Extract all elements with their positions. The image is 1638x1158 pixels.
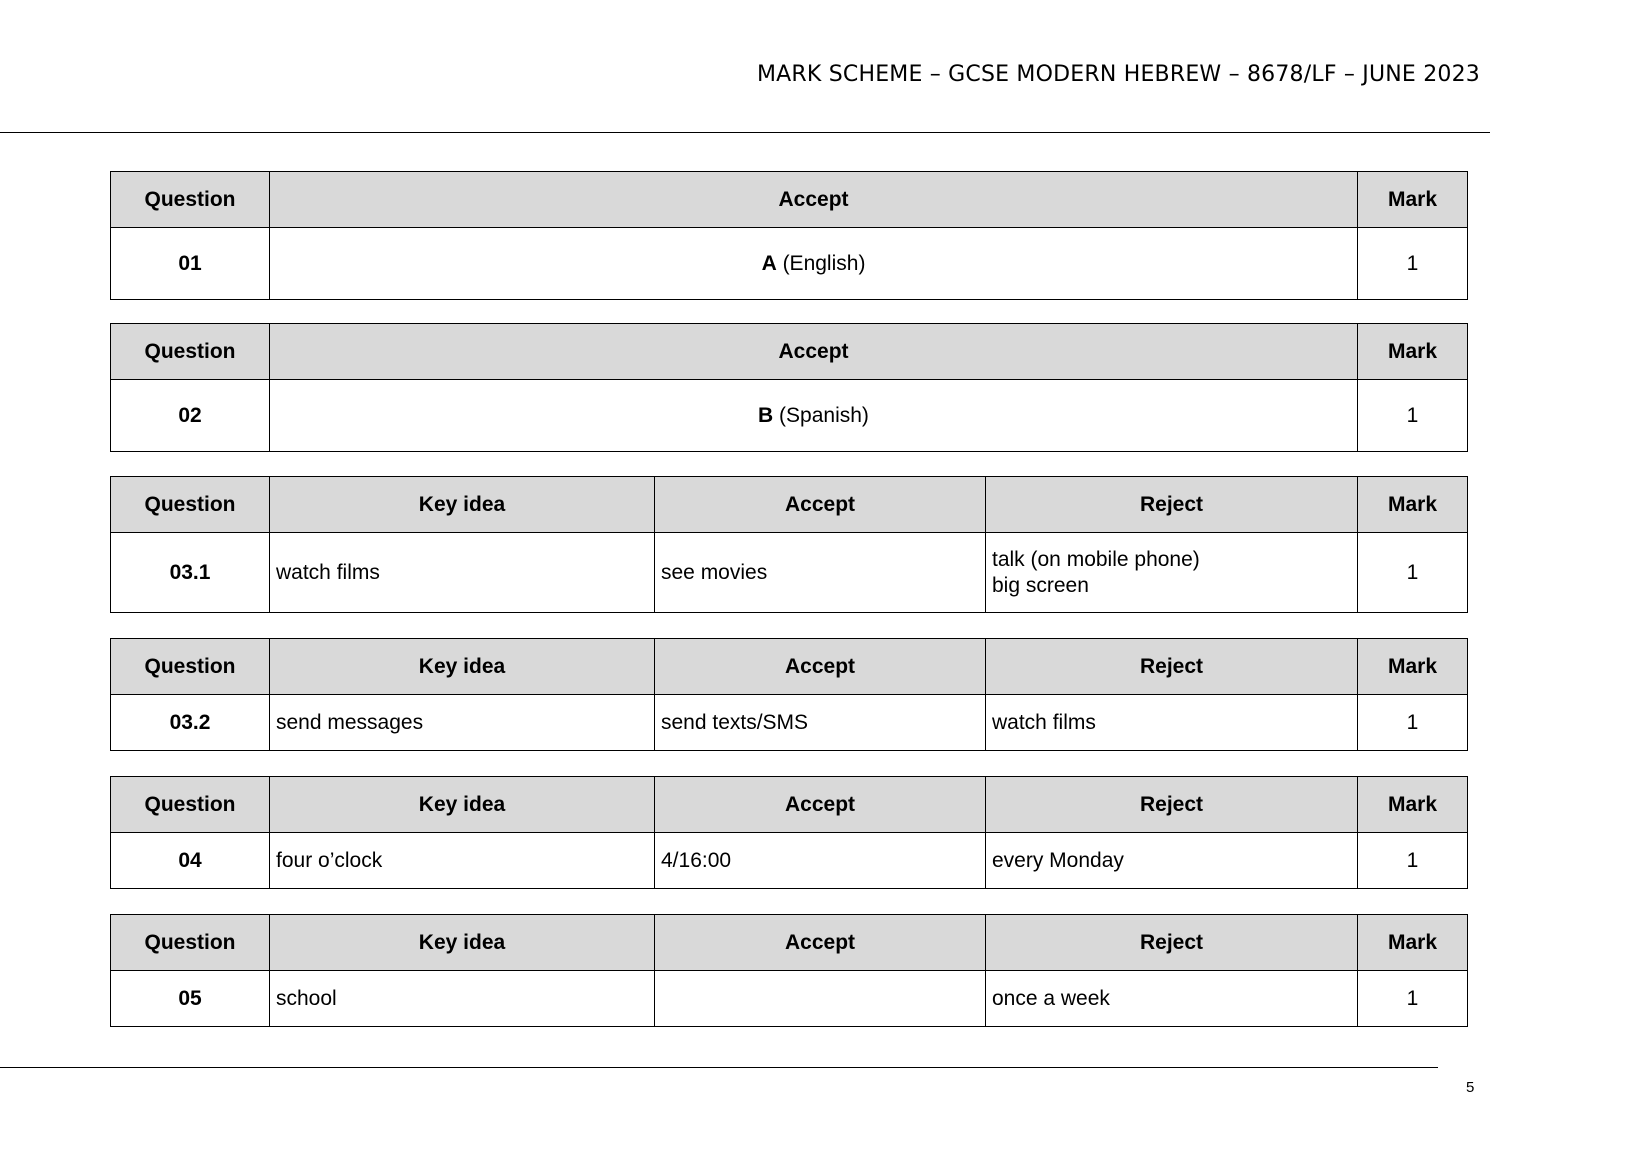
- header-accept: Accept: [655, 777, 986, 833]
- mark-value: 1: [1358, 380, 1468, 452]
- table-header-row: [111, 639, 1468, 695]
- answer-letter: A: [761, 251, 777, 275]
- mark-value: 1: [1358, 971, 1468, 1027]
- accept-cell: [270, 228, 1358, 300]
- mark-table-01: [110, 171, 1468, 300]
- header-mark: Mark: [1358, 639, 1468, 695]
- mark-value: 1: [1358, 533, 1468, 613]
- header-mark: Mark: [1358, 477, 1468, 533]
- table-row: [111, 533, 1468, 613]
- footer-rule: [0, 1067, 1438, 1068]
- header-mark: Mark: [1358, 777, 1468, 833]
- question-number: 04: [111, 833, 270, 889]
- mark-value: 1: [1358, 833, 1468, 889]
- mark-table-04: [110, 776, 1468, 889]
- answer-text: (Spanish): [773, 403, 869, 427]
- table-header-row: [111, 477, 1468, 533]
- mark-table-02: [110, 323, 1468, 452]
- key-idea-cell: send messages: [270, 695, 655, 751]
- reject-cell: [986, 533, 1358, 613]
- header-key-idea: Key idea: [270, 477, 655, 533]
- header-rule: [0, 132, 1490, 133]
- header-reject: Reject: [986, 477, 1358, 533]
- table-header-row: [111, 915, 1468, 971]
- header-question: Question: [111, 324, 270, 380]
- table-row: [111, 228, 1468, 300]
- table-header-row: [111, 777, 1468, 833]
- page-header: MARK SCHEME – GCSE MODERN HEBREW – 8678/LF – JUNE 2023: [756, 62, 1480, 87]
- table-row: [111, 833, 1468, 889]
- accept-cell: send texts/SMS: [655, 695, 986, 751]
- mark-table-03-1: [110, 476, 1468, 613]
- question-number: 03.2: [111, 695, 270, 751]
- answer-letter: B: [758, 403, 774, 427]
- table-row: [111, 971, 1468, 1027]
- question-number: 01: [111, 228, 270, 300]
- reject-line: talk (on mobile phone): [992, 547, 1200, 571]
- page-number: 5: [1466, 1079, 1475, 1096]
- table-header-row: [111, 172, 1468, 228]
- header-question: Question: [111, 777, 270, 833]
- header-reject: Reject: [986, 777, 1358, 833]
- header-reject: Reject: [986, 915, 1358, 971]
- question-number: 03.1: [111, 533, 270, 613]
- header-question: Question: [111, 172, 270, 228]
- header-key-idea: Key idea: [270, 777, 655, 833]
- header-question: Question: [111, 477, 270, 533]
- header-accept: Accept: [270, 324, 1358, 380]
- header-reject: Reject: [986, 639, 1358, 695]
- header-accept: Accept: [655, 915, 986, 971]
- table-header-row: [111, 324, 1468, 380]
- header-mark: Mark: [1358, 324, 1468, 380]
- accept-cell: 4/16:00: [655, 833, 986, 889]
- table-row: [111, 695, 1468, 751]
- reject-line: big screen: [992, 573, 1089, 597]
- header-mark: Mark: [1358, 172, 1468, 228]
- mark-value: 1: [1358, 228, 1468, 300]
- accept-cell: [270, 380, 1358, 452]
- mark-table-03-2: [110, 638, 1468, 751]
- header-key-idea: Key idea: [270, 639, 655, 695]
- header-accept: Accept: [655, 477, 986, 533]
- reject-cell: every Monday: [986, 833, 1358, 889]
- mark-value: 1: [1358, 695, 1468, 751]
- question-number: 02: [111, 380, 270, 452]
- header-accept: Accept: [655, 639, 986, 695]
- mark-table-05: [110, 914, 1468, 1027]
- header-question: Question: [111, 639, 270, 695]
- header-accept: Accept: [270, 172, 1358, 228]
- key-idea-cell: watch films: [270, 533, 655, 613]
- accept-cell: see movies: [655, 533, 986, 613]
- table-row: [111, 380, 1468, 452]
- answer-text: (English): [776, 251, 866, 275]
- reject-cell: watch films: [986, 695, 1358, 751]
- question-number: 05: [111, 971, 270, 1027]
- header-mark: Mark: [1358, 915, 1468, 971]
- reject-cell: once a week: [986, 971, 1358, 1027]
- header-key-idea: Key idea: [270, 915, 655, 971]
- accept-cell: [655, 971, 986, 1027]
- key-idea-cell: four o’clock: [270, 833, 655, 889]
- header-question: Question: [111, 915, 270, 971]
- key-idea-cell: school: [270, 971, 655, 1027]
